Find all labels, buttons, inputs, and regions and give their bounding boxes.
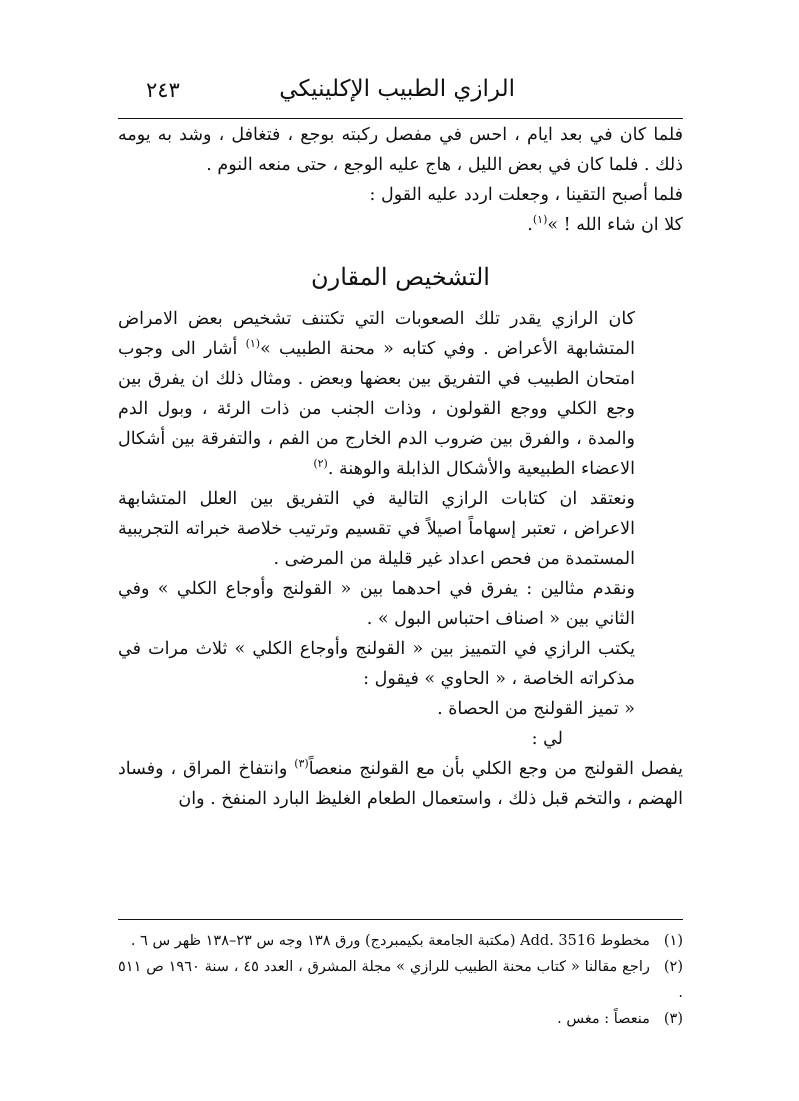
footnote-number: (٣) <box>663 1011 683 1027</box>
text-span: وانتفاخ المراق ، وفساد الهضم ، والتخم قبل ذلك ، واستعمال الطعام الغليظ البارد المنفخ . وان <box>118 759 683 809</box>
paragraph <box>118 634 683 694</box>
text-span: « تميز القولنج من الحصاة . <box>437 699 635 719</box>
paragraph <box>118 694 683 724</box>
page-header <box>118 72 683 119</box>
section-heading: التشخيص المقارن <box>311 263 490 291</box>
footnote-text: منعصاً : مغس . <box>557 1011 650 1027</box>
paragraph <box>118 484 683 574</box>
text-span: أشار الى وجوب امتحان الطبيب في التفريق بين بعضها وبعض . ومثال ذلك ان يفرق بين وجع الكلي ووجع القولون ، وذات الجنب من ذات الرئة ، وبول الدم والمدة ، والفرق بين ضروب الدم الخارج من الفم ، والتفرقة بين أشكال الاعضاء الطبيعية والأشكال الذابلة والوهنة . <box>118 339 635 479</box>
text-line: كلا ان شاء الله ! » <box>547 215 683 235</box>
text-span: كان الرازي يقدر تلك الصعوبات التي تكتنف تشخيص بعض الامراض المتشابهة الأعراض . وفي كتابه « محنة الطبيب » <box>118 309 635 359</box>
paragraph <box>118 754 683 814</box>
footnote <box>118 954 683 1006</box>
footnote-divider <box>118 919 683 920</box>
text-line: يومه ذلك . فلما كان في بعض الليل ، هاج عليه الوجع ، حتى منعه النوم . <box>118 125 683 175</box>
running-title: الرازي الطبيب الإكلينيكي <box>279 76 515 102</box>
page-number: ٢٤٣ <box>146 78 180 102</box>
text-line: فلما أصبح التقينا ، وجعلت اردد عليه القول : <box>369 185 683 205</box>
footnote-text: راجع مقالنا « كتاب محنة الطبيب للرازي » مجلة المشرق ، العدد ٤٥ ، سنة ١٩٦٠ ص ٥١١ . <box>118 959 683 1001</box>
footnotes <box>118 928 683 1032</box>
footnote-ref: (١) <box>532 213 548 227</box>
text-span: ونعتقد ان كتابات الرازي التالية في التفريق بين العلل المتشابهة الاعراض ، تعتبر إسهاماً اصيلاً في تقسيم وترتيب خلاصة خبراته التجريبية المستمدة من فحص اعداد غير قليلة من المرضى . <box>118 489 635 569</box>
footnote-ref: (١) <box>245 337 261 351</box>
footnote <box>118 1006 683 1032</box>
paragraph <box>118 180 683 210</box>
footnote-number: (١) <box>663 933 683 949</box>
paragraph <box>118 304 683 484</box>
footnote-ref: (٢) <box>313 457 328 471</box>
footnote-ref: (٣) <box>294 757 309 771</box>
text-span: ونقدم مثالين : يفرق في احدهما بين « القولنج وأوجاع الكلي » وفي الثاني بين « اصناف احتباس البول » . <box>118 579 635 629</box>
text-span: يكتب الرازي في التمييز بين « القولنج وأوجاع الكلي » ثلاث مرات في مذكراته الخاصة ، « الحاوي » فيقول : <box>118 639 635 689</box>
footnote-text: مخطوط Add. 3516 (مكتبة الجامعة بكيمبردج) ورق ١٣٨ وجه س ٢٣–١٣٨ ظهر س ٦ . <box>130 933 650 949</box>
paragraph <box>118 120 683 180</box>
body-text <box>118 120 683 814</box>
footnote-number: (٢) <box>663 959 684 975</box>
text-line: فلما كان في بعد ايام ، احس في مفصل ركبته بوجع ، فتغافل ، وشد به <box>157 125 683 145</box>
text-span: يفصل القولنج من وجع الكلي بأن مع القولنج منعصاً <box>308 759 683 779</box>
footnote <box>118 928 683 954</box>
text-span: لي : <box>531 729 563 749</box>
paragraph <box>118 574 683 634</box>
paragraph: كلا ان شاء الله ! »$^{(١)}$. <box>527 213 683 235</box>
paragraph <box>118 724 683 754</box>
